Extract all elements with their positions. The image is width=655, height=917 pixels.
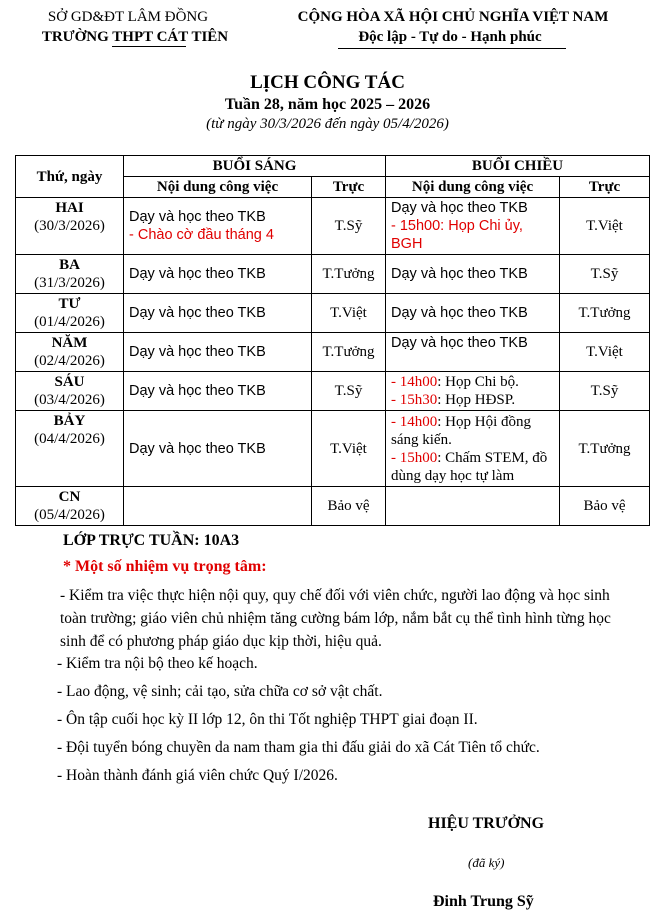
class-on-duty: LỚP TRỰC TUẦN: 10A3	[63, 532, 240, 549]
day-cell	[16, 294, 124, 333]
am-content	[124, 487, 312, 526]
pm-event: - 15h00: Họp Chi ủy, BGH	[391, 218, 523, 252]
day-name: NĂM	[51, 335, 88, 351]
pm-line: Dạy và học theo TKB	[391, 200, 528, 216]
am-event: - Chào cờ đầu tháng 4	[129, 227, 274, 243]
school-name: TRƯỜNG THPT CÁT TIÊN	[41, 29, 229, 45]
day-date: (31/3/2026)	[34, 275, 105, 291]
header-day: Thứ, ngày	[16, 156, 124, 198]
header-morning: BUỔI SÁNG	[124, 156, 386, 177]
school-underline	[112, 46, 186, 47]
day-cell	[16, 372, 124, 411]
task-item: - Ôn tập cuối học kỳ II lớp 12, ôn thi Tốt nghiệp THPT giai đoạn II.	[57, 711, 478, 728]
day-name: CN	[58, 489, 81, 505]
am-duty: T.Sỹ	[312, 198, 386, 255]
am-duty: T.Việt	[312, 411, 386, 487]
pm-event: - 15h00: Chấm STEM, đồ dùng dạy học tự làm	[391, 449, 548, 484]
header-am-content: Nội dung công việc	[124, 177, 312, 198]
pm-duty: T.Tưởng	[560, 294, 650, 333]
signer-title: HIỆU TRƯỞNG	[428, 815, 545, 832]
pm-event: - 15h30: Họp HĐSP.	[391, 392, 516, 408]
week-title: Tuần 28, năm học 2025 – 2026	[224, 96, 431, 113]
header-pm-content: Nội dung công việc	[386, 177, 560, 198]
day-date: (04/4/2026)	[34, 431, 105, 447]
day-cell	[16, 255, 124, 294]
pm-duty: T.Sỹ	[560, 372, 650, 411]
day-name: SÁU	[54, 374, 85, 390]
date-range: (từ ngày 30/3/2026 đến ngày 05/4/2026)	[206, 116, 449, 132]
pm-content	[386, 487, 560, 526]
am-content: Dạy và học theo TKB	[124, 372, 312, 411]
header-afternoon: BUỔI CHIỀU	[386, 156, 650, 177]
am-duty: T.Sỹ	[312, 372, 386, 411]
am-duty: T.Tưởng	[312, 255, 386, 294]
am-content	[124, 198, 312, 255]
am-line: Dạy và học theo TKB	[129, 209, 266, 225]
day-date: (03/4/2026)	[34, 392, 105, 408]
document-title: LỊCH CÔNG TÁC	[250, 72, 405, 93]
table-row	[16, 198, 650, 255]
pm-duty: T.Việt	[560, 333, 650, 372]
pm-content	[386, 411, 560, 487]
table-row	[16, 294, 650, 333]
am-content: Dạy và học theo TKB	[124, 294, 312, 333]
day-date: (01/4/2026)	[34, 314, 105, 330]
pm-content	[386, 198, 560, 255]
signed-note: (đã ký)	[468, 855, 505, 870]
task-item: - Kiểm tra nội bộ theo kế hoạch.	[57, 655, 258, 672]
table-row	[16, 255, 650, 294]
pm-event: - 14h00: Họp Hội đồng sáng kiến.	[391, 413, 531, 448]
am-duty: T.Việt	[312, 294, 386, 333]
day-cell	[16, 411, 124, 487]
am-content: Dạy và học theo TKB	[124, 411, 312, 487]
task-item: - Hoàn thành đánh giá viên chức Quý I/2026.	[57, 767, 338, 784]
pm-event: - 14h00: Họp Chi bộ.	[391, 374, 519, 390]
am-duty: Bảo vệ	[312, 487, 386, 526]
header-am-duty: Trực	[312, 177, 386, 198]
day-date: (30/3/2026)	[34, 218, 105, 234]
day-date: (02/4/2026)	[34, 353, 105, 369]
pm-content	[386, 372, 560, 411]
signer-name: Đinh Trung Sỹ	[433, 893, 534, 910]
country-name: CỘNG HÒA XÃ HỘI CHỦ NGHĨA VIỆT NAM	[297, 9, 609, 25]
pm-duty: T.Tưởng	[560, 411, 650, 487]
pm-content: Dạy và học theo TKB	[386, 294, 560, 333]
national-motto: Độc lập - Tự do - Hạnh phúc	[358, 29, 542, 45]
day-cell	[16, 333, 124, 372]
day-cell	[16, 487, 124, 526]
am-duty: T.Tưởng	[312, 333, 386, 372]
table-row	[16, 372, 650, 411]
header-pm-duty: Trực	[560, 177, 650, 198]
pm-duty: T.Việt	[560, 198, 650, 255]
table-row	[16, 333, 650, 372]
day-name: BA	[59, 257, 80, 273]
am-content: Dạy và học theo TKB	[124, 333, 312, 372]
table-row	[16, 411, 650, 487]
pm-content: Dạy và học theo TKB	[386, 333, 560, 372]
pm-duty: Bảo vệ	[560, 487, 650, 526]
day-cell	[16, 198, 124, 255]
task-item: - Lao động, vệ sinh; cải tạo, sửa chữa cơ sở vật chất.	[57, 683, 383, 700]
task-item: - Kiểm tra việc thực hiện nội quy, quy chế đối với viên chức, người lao động và học sinh toàn trường; giáo viên chủ nhiệm tăng cường bám lớp, nắm bắt cụ thể tình hình từng học sinh để có phương pháp giáo dục kịp thời, hiệu quả.	[60, 587, 611, 650]
day-name: TƯ	[58, 296, 81, 312]
pm-duty: T.Sỹ	[560, 255, 650, 294]
table-header-row	[16, 156, 650, 177]
day-name: HAI	[55, 200, 84, 216]
motto-underline	[338, 48, 566, 49]
pm-content: Dạy và học theo TKB	[386, 255, 560, 294]
task-item: - Đội tuyển bóng chuyền da nam tham gia thi đấu giải do xã Cát Tiên tổ chức.	[57, 739, 540, 756]
day-name: BẢY	[53, 413, 86, 429]
am-content: Dạy và học theo TKB	[124, 255, 312, 294]
key-tasks-title: * Một số nhiệm vụ trọng tâm:	[63, 558, 267, 575]
department-name: SỞ GD&ĐT LÂM ĐỒNG	[47, 9, 209, 25]
table-row	[16, 487, 650, 526]
day-date: (05/4/2026)	[34, 507, 105, 523]
schedule-table	[15, 155, 650, 526]
